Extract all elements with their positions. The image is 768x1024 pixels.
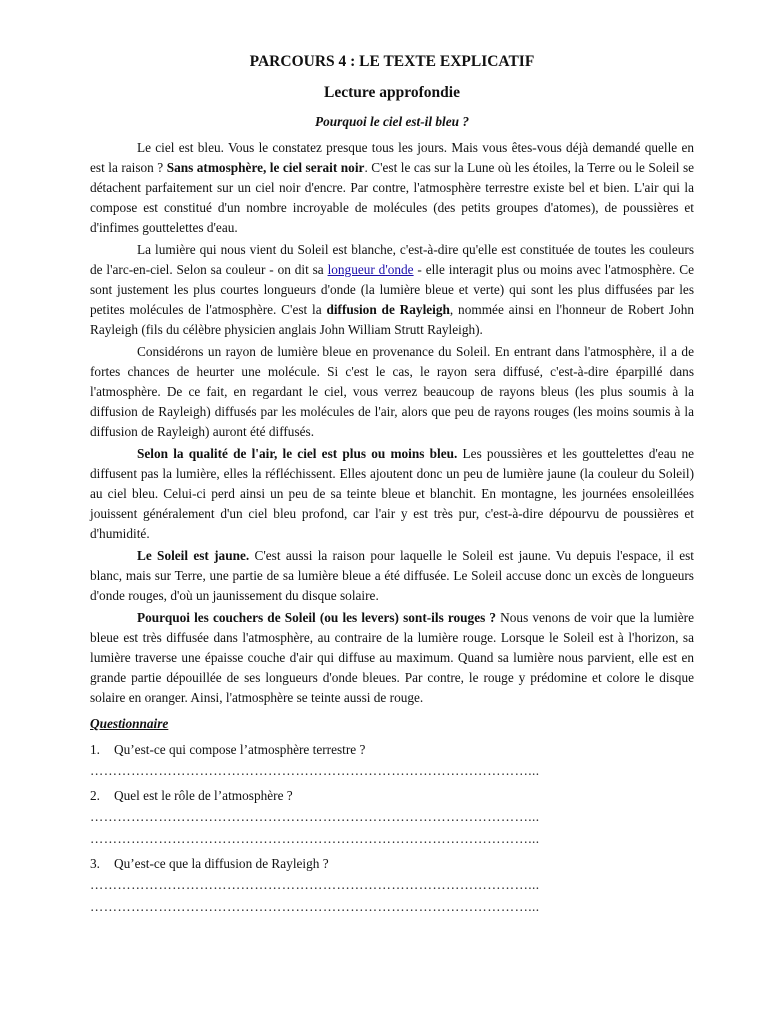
- paragraph-1-text-c: . C'est le cas sur la Lune où les étoiles, la Terre ou le Soleil se détachent parfaitement sur un ciel noir d'encre. Par contre, l'atmosphère terrestre existe bel et bien. L'air qui la compose est constitué d'un nombre incroyable de molécules (des petits groupes d'atomes), de poussières et d'infimes gouttelettes d'eau.: [90, 160, 695, 235]
- question-1-number: 1.: [90, 742, 100, 757]
- paragraph-4-bold: Selon la qualité de l'air, le ciel est plus ou moins bleu.: [137, 446, 458, 461]
- main-question: Pourquoi le ciel est-il bleu ?: [314, 114, 469, 129]
- question-3: [90, 854, 694, 918]
- answer-line: ……………………………………………………………………………………...: [90, 877, 540, 892]
- paragraph-2: [90, 240, 694, 340]
- question-3-number: 3.: [90, 856, 100, 871]
- question-2-text: Quel est le rôle de l’atmosphère ?: [114, 788, 293, 803]
- question-2: [90, 786, 694, 850]
- longueur-onde-link[interactable]: longueur d'onde: [327, 262, 414, 277]
- paragraph-5-text: C'est aussi la raison pour laquelle le Soleil est jaune. Vu depuis l'espace, il est blanc, mais sur Terre, une partie de sa lumière bleue a été diffusée. Le Soleil accuse donc un excès de longueurs d'onde rouges, d'où un jaunissement du disque solaire.: [90, 548, 694, 603]
- page-subtitle: Lecture approfondie: [324, 84, 460, 101]
- questionnaire-heading: Questionnaire: [90, 716, 169, 731]
- paragraph-5: [90, 546, 694, 606]
- paragraph-1-bold: Sans atmosphère, le ciel serait noir: [166, 160, 365, 175]
- paragraph-2-text-c: , nommée ainsi en l'honneur de Robert John Rayleigh (fils du célèbre physicien anglais John William Strutt Rayleigh).: [90, 302, 694, 337]
- answer-line: ……………………………………………………………………………………...: [90, 763, 540, 778]
- page-title: PARCOURS 4 : LE TEXTE EXPLICATIF: [249, 53, 535, 70]
- question-1-text: Qu’est-ce qui compose l’atmosphère terrestre ?: [114, 742, 366, 757]
- paragraph-4-text: Les poussières et les gouttelettes d'eau ne diffusent pas la lumière, elles la réfléchissent. Elles ajoutent donc un peu de lumière jaune (la couleur du Soleil) au ciel bleu. Celui-ci perd ainsi un peu de sa teinte bleue et blanchit. En montagne, les journées ensoleillées jouissent généralement d'un ciel bleu profond, car l'air y est très pur, c'est-à-dire dépourvu de poussières et d'humidité.: [90, 446, 694, 541]
- paragraph-6-bold: Pourquoi les couchers de Soleil (ou les levers) sont-ils rouges ?: [137, 610, 497, 625]
- paragraph-3-text: Considérons un rayon de lumière bleue en provenance du Soleil. En entrant dans l'atmosphère, il a de fortes chances de heurter une molécule. Si c'est le cas, le rayon sera diffusé, c'est-à-dire éparpillé dans l'atmosphère. De ce fait, en regardant le ciel, vous verrez beaucoup de rayons bleus (les plus soumis à la diffusion de Rayleigh) diffusés par les molécules de l'air, alors que peu de rayons rouges (les moins soumis à la diffusion de Rayleigh) auront été diffusés.: [90, 344, 694, 439]
- paragraph-3: [90, 342, 694, 442]
- answer-line: ……………………………………………………………………………………...: [90, 831, 540, 846]
- paragraph-2-text-a: La lumière qui nous vient du Soleil est blanche, c'est-à-dire qu'elle est constituée de toutes les couleurs de l'arc-en-ciel. Selon sa couleur - on dit sa: [90, 242, 694, 277]
- paragraph-5-bold: Le Soleil est jaune.: [137, 548, 250, 563]
- paragraph-6: [90, 608, 694, 708]
- paragraph-1-text-a: Le ciel est bleu. Vous le constatez presque tous les jours. Mais vous êtes-vous déjà demandé quelle en est la raison ?: [90, 140, 694, 175]
- paragraph-1: [90, 138, 694, 238]
- question-2-number: 2.: [90, 788, 100, 803]
- answer-line: ……………………………………………………………………………………...: [90, 809, 540, 824]
- paragraph-6-text: Nous venons de voir que la lumière bleue est très diffusée dans l'atmosphère, au contraire de la lumière rouge. Lorsque le Soleil est à l'horizon, sa lumière traverse une épaisse couche d'air qui diffuse au maximum. Quand sa lumière nous parvient, elle est en grande partie dépouillée de ses longueurs d'onde bleues. Par contre, le rouge y prédomine et colore le disque solaire en oranger. Ainsi, l'atmosphère se teinte aussi de rouge.: [90, 610, 694, 705]
- question-1: [90, 740, 694, 782]
- paragraph-2-text-b: - elle interagit plus ou moins avec l'atmosphère. Ce sont justement les plus courtes longueurs d'onde (la lumière bleue et verte) qui sont les plus diffusées par les petites molécules de l'atmosphère. C'est la: [90, 262, 694, 317]
- paragraph-4: [90, 444, 694, 544]
- question-3-text: Qu’est-ce que la diffusion de Rayleigh ?: [114, 856, 329, 871]
- answer-line: ……………………………………………………………………………………...: [90, 899, 540, 914]
- paragraph-2-bold: diffusion de Rayleigh: [326, 302, 450, 317]
- document-page: [90, 52, 694, 922]
